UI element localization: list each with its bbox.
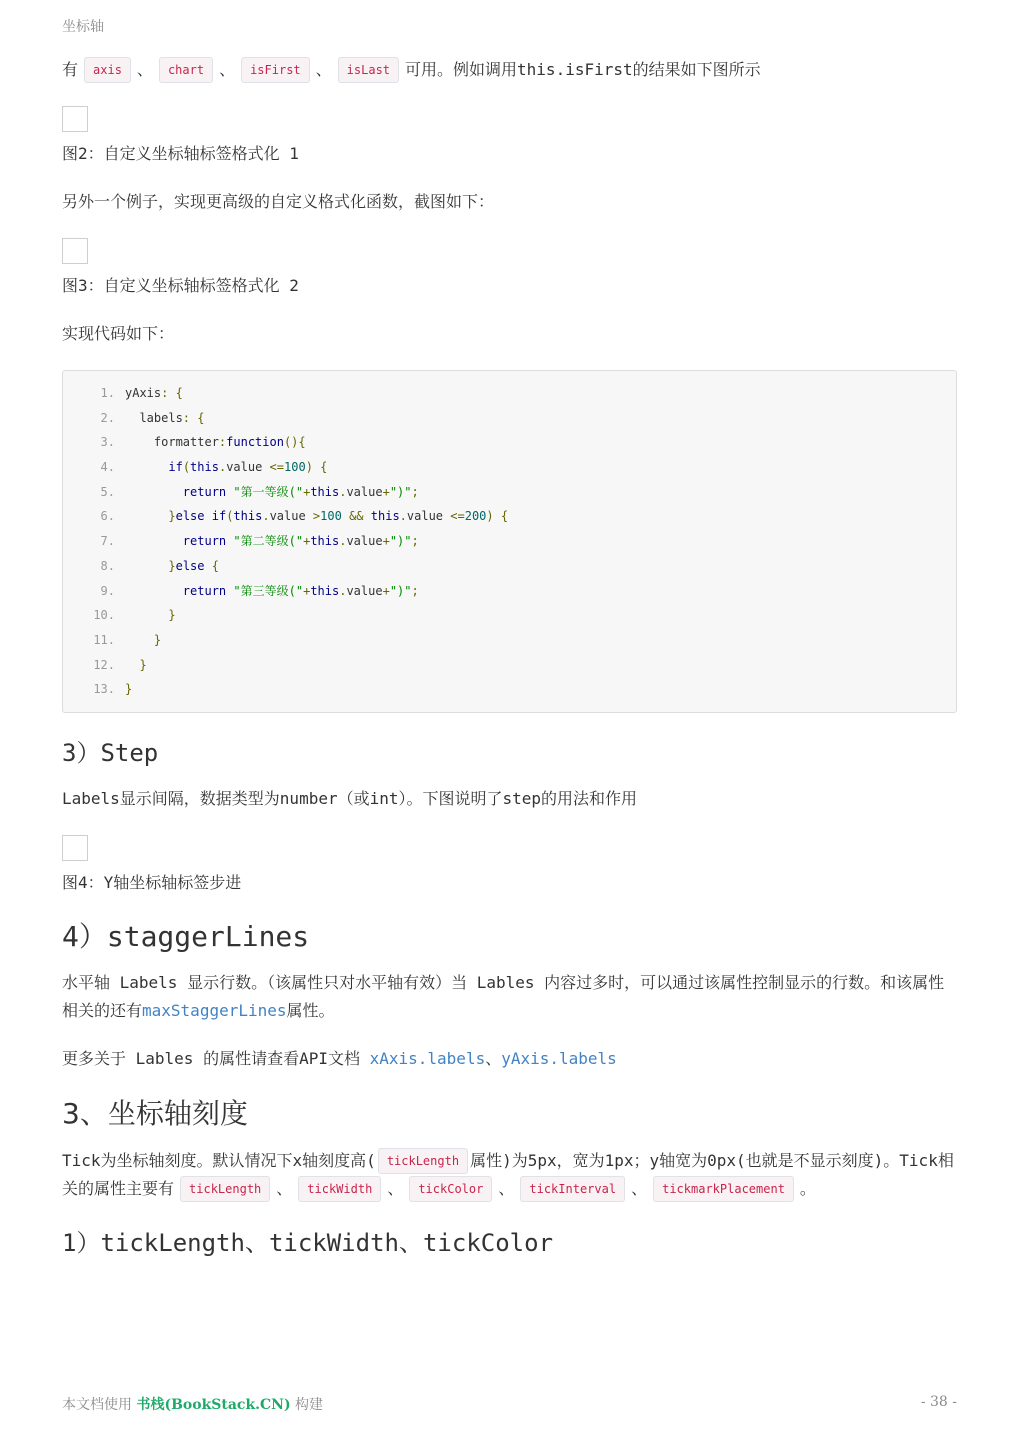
code-ticklength: tickLength bbox=[180, 1176, 270, 1202]
figure-2-image bbox=[62, 106, 88, 132]
code-line: 10. } bbox=[93, 608, 176, 623]
code-line: 5. return "第一等级("+this.value+")"; bbox=[100, 484, 419, 499]
code-line: 4. if(this.value <=100) { bbox=[100, 460, 328, 475]
link-xaxis-labels[interactable]: xAxis.labels bbox=[369, 1048, 486, 1068]
intro-paragraph: 有 axis 、 chart 、 isFirst 、 isLast 可用。例如调用this.isFirst的结果如下图所示 bbox=[62, 56, 957, 84]
footer-credit: 本文档使用 书栈(BookStack.CN) 构建 bbox=[62, 1397, 324, 1413]
document-content bbox=[62, 56, 957, 1261]
code-line: 3. formatter:function(){ bbox=[100, 435, 306, 450]
code-line: 1. yAxis: { bbox=[100, 386, 183, 400]
paragraph-stagger-desc: 水平轴 Labels 显示行数。（该属性只对水平轴有效）当 Lables 内容过多时，可以通过该属性控制显示的行数。和该属性相关的还有maxStaggerLines属性。 bbox=[62, 972, 945, 1020]
code-ticklength-inline: tickLength bbox=[378, 1148, 468, 1174]
figure-4-caption: 图4：Y轴坐标轴标签步进 bbox=[62, 872, 242, 892]
page-number: - 38 - bbox=[920, 1394, 957, 1410]
code-axis: axis bbox=[84, 57, 131, 83]
code-line: 7. return "第二等级("+this.value+")"; bbox=[100, 534, 419, 549]
code-tickwidth: tickWidth bbox=[298, 1176, 381, 1202]
page-footer bbox=[62, 1394, 957, 1414]
code-line: 11. } bbox=[93, 632, 162, 647]
paragraph-step-desc: Labels显示间隔，数据类型为number（或int）。下图说明了step的用法和作用 bbox=[62, 788, 638, 808]
code-line: 2. labels: { bbox=[100, 410, 205, 425]
code-tickinterval: tickInterval bbox=[520, 1176, 625, 1202]
page-header: 坐标轴 bbox=[62, 19, 104, 35]
bookstack-link[interactable]: 书栈(BookStack.CN) bbox=[136, 1397, 291, 1413]
code-block bbox=[62, 370, 957, 713]
paragraph-tick-desc: Tick为坐标轴刻度。默认情况下x轴刻度高( tickLength 属性)为5px，宽为1px；y轴宽为0px(也就是不显示刻度)。Tick相关的属性主要有 tickLength 、 tickWidth 、 tickColor 、 tickInterval 、 tickmarkPlacement 。 bbox=[62, 1147, 957, 1203]
code-isfirst: isFirst bbox=[241, 57, 310, 83]
paragraph-another-example: 另外一个例子，实现更高级的自定义格式化函数，截图如下： bbox=[62, 192, 495, 211]
code-chart: chart bbox=[159, 57, 213, 83]
link-yaxis-labels[interactable]: yAxis.labels bbox=[501, 1048, 617, 1068]
figure-3-caption: 图3：自定义坐标轴标签格式化 2 bbox=[62, 276, 299, 295]
figure-2-caption: 图2：自定义坐标轴标签格式化 1 bbox=[62, 144, 299, 163]
paragraph-more-labels: 更多关于 Lables 的属性请查看API文档 xAxis.labels、yAxis.labels bbox=[62, 1048, 617, 1068]
heading-axis-ticks: 3、坐标轴刻度 bbox=[62, 1096, 248, 1130]
code-tickmarkplacement: tickmarkPlacement bbox=[653, 1176, 794, 1202]
heading-tick-properties: 1）tickLength、tickWidth、tickColor bbox=[62, 1228, 554, 1257]
heading-staggerlines: 4）staggerLines bbox=[62, 919, 310, 953]
code-line: 8. }else { bbox=[100, 558, 219, 573]
figure-3-image bbox=[62, 238, 88, 264]
link-maxstaggerlines[interactable]: maxStaggerLines bbox=[142, 1000, 287, 1020]
code-line: 12. } bbox=[93, 657, 147, 672]
code-tickcolor: tickColor bbox=[409, 1176, 492, 1202]
code-islast: isLast bbox=[338, 57, 399, 83]
code-line: 13. } bbox=[93, 682, 133, 697]
figure-4-image bbox=[62, 835, 88, 861]
heading-step: 3）Step bbox=[62, 738, 159, 767]
paragraph-code-intro: 实现代码如下： bbox=[62, 324, 175, 343]
code-line: 9. return "第三等级("+this.value+")"; bbox=[100, 583, 419, 598]
code-line: 6. }else if(this.value >100 && this.value <=200) { bbox=[100, 509, 509, 524]
